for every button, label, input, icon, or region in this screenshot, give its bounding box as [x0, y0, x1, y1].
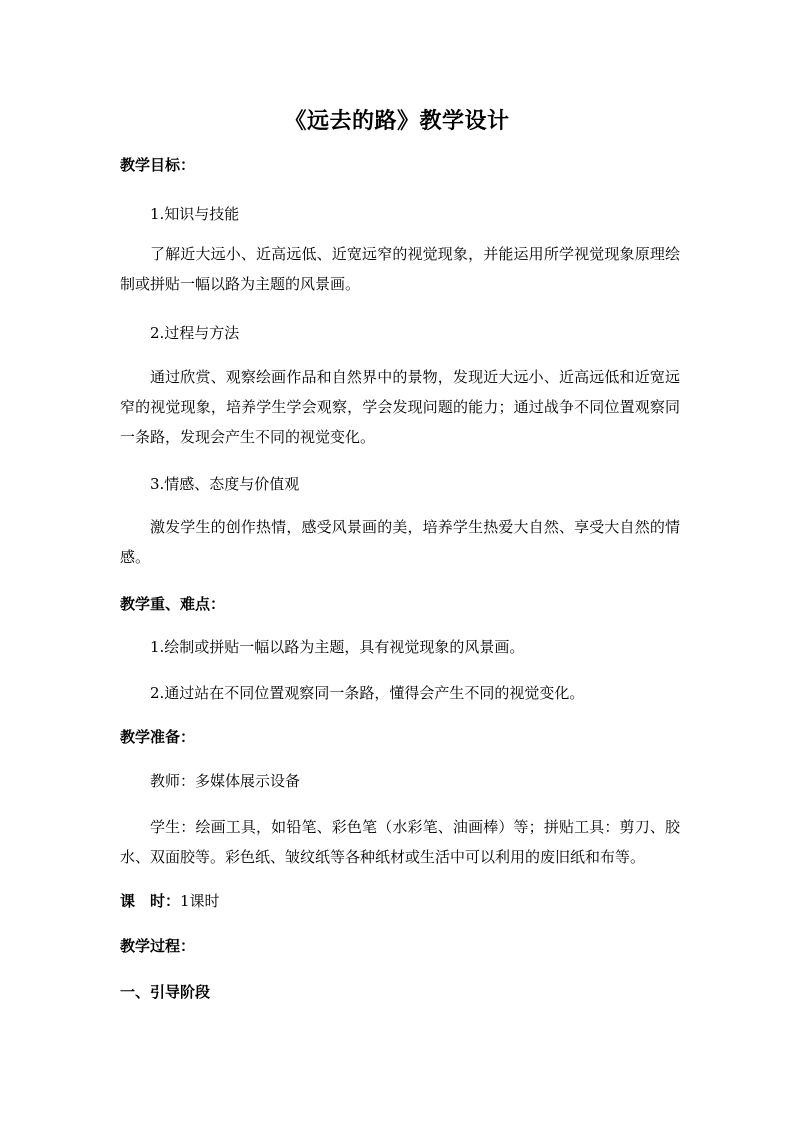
period-value: 1课时 — [180, 892, 220, 910]
prep-teacher: 教师：多媒体展示设备 — [150, 772, 301, 790]
keypoint-1: 1.绘制或拼贴一幅以路为主题，具有视觉现象的风景画。 — [150, 638, 525, 656]
class-period — [120, 891, 680, 911]
process-heading: 教学过程： — [120, 937, 196, 955]
objective3-text: 激发学生的创作热情，感受风景画的美，培养学生热爱大自然、享受大自然的情感。 — [120, 518, 680, 566]
prep-heading: 教学准备： — [120, 728, 196, 746]
stage1-heading: 一、引导阶段 — [120, 983, 211, 1001]
objective2-text: 通过欣赏、观察绘画作品和自然界中的景物，发现近大远小、近高远低和近宽远窄的视觉现象，培养学生学会观察，学会发现问题的能力；通过战争不同位置观察同一条路，发现会产生不同的视觉变化。 — [120, 368, 680, 446]
objective2-title: 2.过程与方法 — [150, 324, 240, 342]
period-label: 课 时： — [120, 892, 181, 910]
objective1-title: 1.知识与技能 — [150, 205, 240, 223]
keypoint-2: 2.通过站在不同位置观察同一条路，懂得会产生不同的视觉变化。 — [150, 684, 585, 702]
keypoints-heading: 教学重、难点： — [120, 595, 226, 613]
objective3-title: 3.情感、态度与价值观 — [150, 475, 300, 493]
page-title: 《远去的路》教学设计 — [284, 108, 510, 134]
objective1-text: 了解近大远小、近高远低、近宽远窄的视觉现象，并能运用所学视觉现象原理绘制或拼贴一幅以路为主题的风景画。 — [120, 245, 680, 293]
objectives-heading: 教学目标： — [120, 156, 196, 174]
prep-student: 学生：绘画工具，如铅笔、彩色笔（水彩笔、油画棒）等；拼贴工具：剪刀、胶水、双面胶等。彩色纸、皱纹纸等各种纸材或生活中可以利用的废旧纸和布等。 — [120, 818, 680, 866]
